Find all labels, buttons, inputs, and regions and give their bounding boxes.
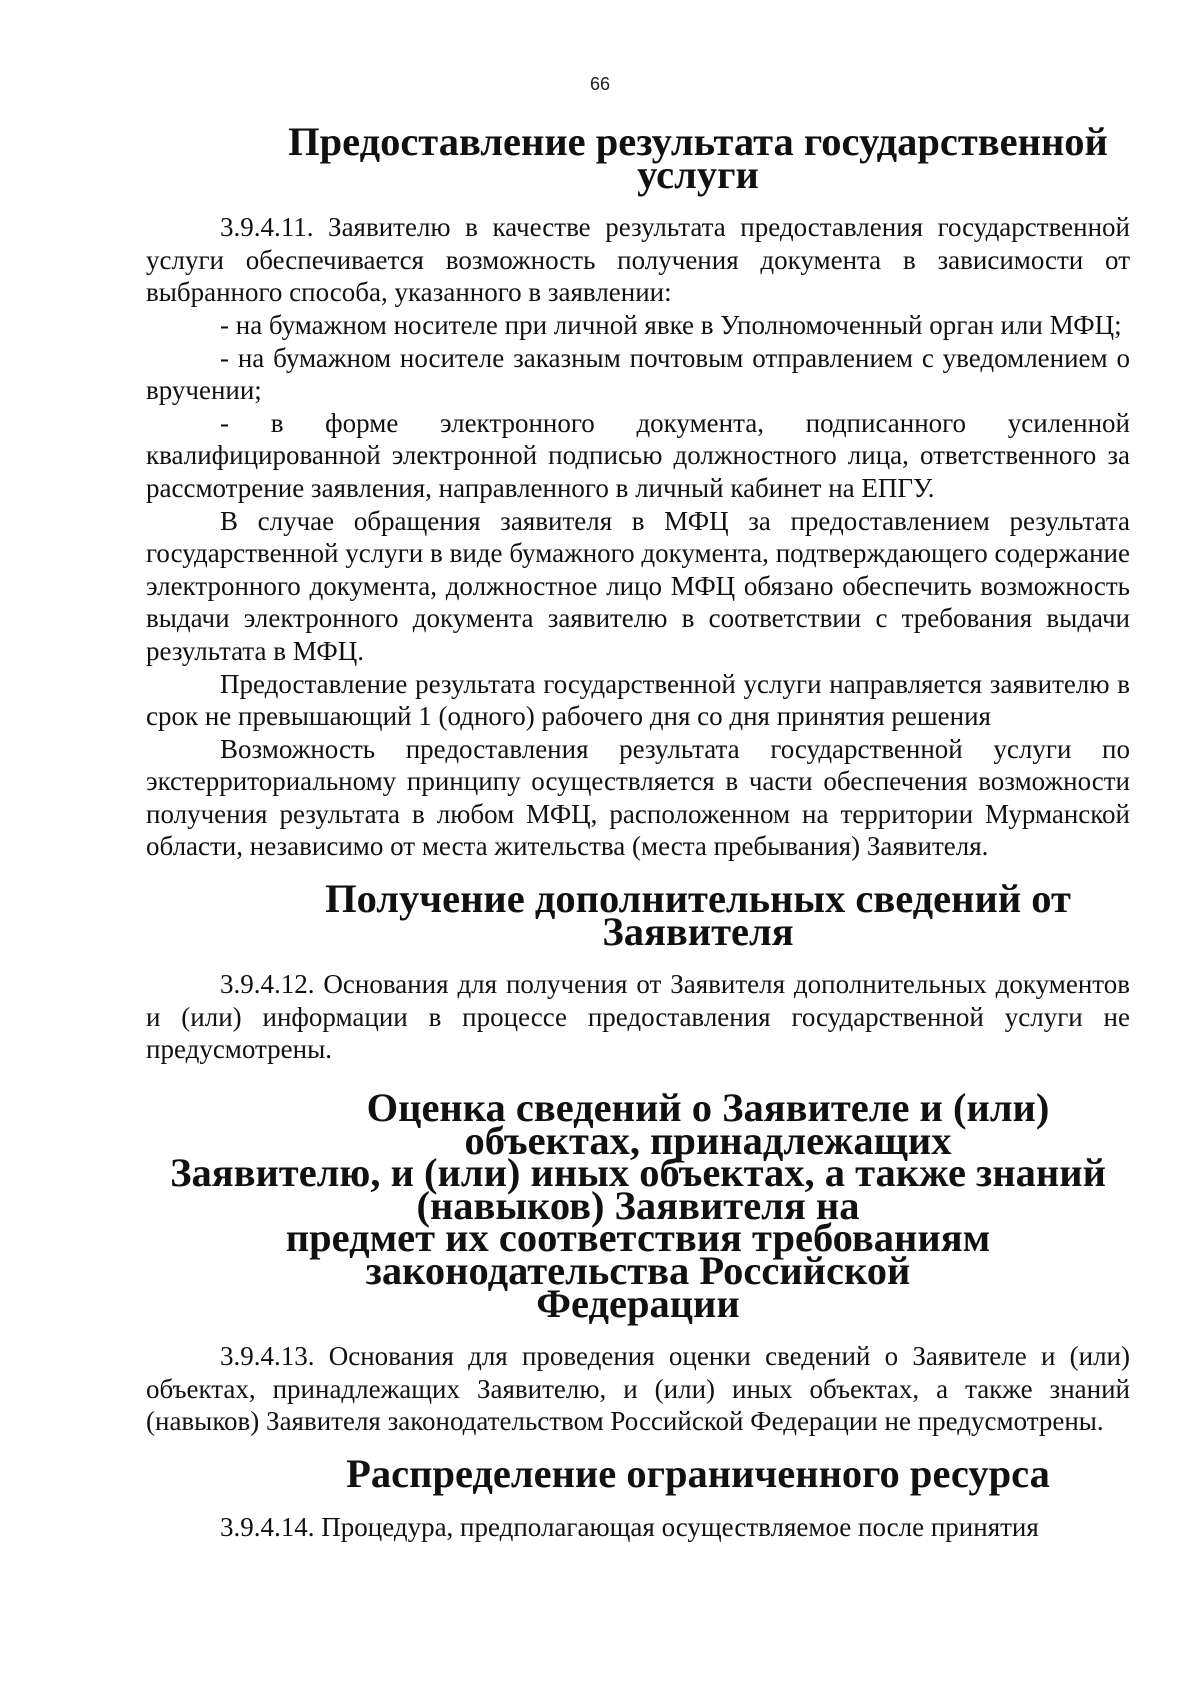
list-item-electronic: - в форме электронного документа, подписанного усиленной квалифицированной электронной подписью должностного лица, ответственного за рассмотрение заявления, направленного в личный кабинет на ЕПГУ. xyxy=(146,407,1130,503)
list-item-paper-personal: - на бумажном носителе при личной явке в Уполномоченный орган или МФЦ; xyxy=(220,309,1122,340)
paragraph-3-9-4-12: 3.9.4.12. Основания для получения от Заявителя дополнительных документов и (или) информации в процессе предоставления государственной услуги не предусмотрены. xyxy=(146,969,1130,1065)
section-heading-result: Предоставление результата государственной услуги xyxy=(288,119,1108,197)
section-heading-limited-resource: Распределение ограниченного ресурса xyxy=(346,1450,1050,1496)
document-body xyxy=(146,119,1130,1543)
paragraph-3-9-4-13: 3.9.4.13. Основания для проведения оценки сведений о Заявителе и (или) объектах, принадлежащих Заявителю, и (или) иных объектах, а также знаний (навыков) Заявителя законодательством Российской Федерации не предусмотрены. xyxy=(146,1341,1130,1437)
list-item-paper-mail: - на бумажном носителе заказным почтовым отправлением с уведомлением о вручении; xyxy=(146,342,1130,406)
heading-line: Заявителю, и (или) иных объектах, а также знаний (навыков) Заявителя на xyxy=(170,1150,1106,1228)
section-heading-additional-info: Получение дополнительных сведений от Заявителя xyxy=(325,876,1071,954)
heading-line: предмет их соответствия требованиям законодательства Российской xyxy=(285,1215,991,1293)
page-number: 66 xyxy=(589,74,611,94)
heading-line: Федерации xyxy=(536,1280,740,1326)
paragraph-mfc-request: В случае обращения заявителя в МФЦ за предоставлением результата государственной услуги в виде бумажного документа, подтверждающего содержание электронного документа, должностное лицо МФЦ обязано обеспечить возможность выдачи электронного документа заявителю в соответствии с требования выдачи результата в МФЦ. xyxy=(146,505,1130,666)
paragraph-extraterritorial: Возможность предоставления результата государственной услуги по экстерриториальному принципу осуществляется в части обеспечения возможности получения результата в любом МФЦ, расположенном на территории Мурманской области, независимо от места жительства (места пребывания) Заявителя. xyxy=(146,733,1130,862)
heading-line: Оценка сведений о Заявителе и (или) объектах, принадлежащих xyxy=(366,1085,1050,1163)
paragraph-3-9-4-11: 3.9.4.11. Заявителю в качестве результата предоставления государственной услуги обеспечивается возможность получения документа в зависимости от выбранного способа, указанного в заявлении: xyxy=(146,212,1130,308)
paragraph-result-term: Предоставление результата государственной услуги направляется заявителю в срок не превышающий 1 (одного) рабочего дня со дня принятия решения xyxy=(146,668,1130,732)
section-heading-assessment xyxy=(146,1085,1130,1326)
paragraph-3-9-4-14: 3.9.4.14. Процедура, предполагающая осуществляемое после принятия xyxy=(220,1511,1039,1542)
